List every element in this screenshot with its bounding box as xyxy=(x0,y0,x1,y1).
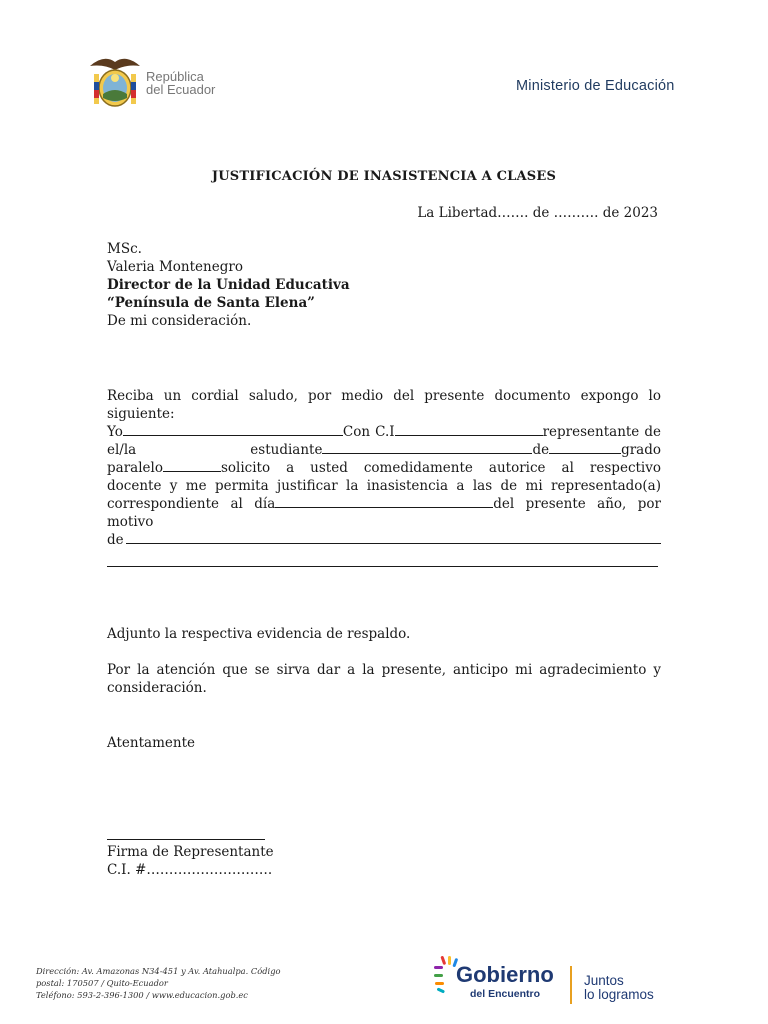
signature-block xyxy=(107,843,661,879)
label-con-ci: Con C.I xyxy=(342,424,395,440)
signature-ci: C.I. #………………………. xyxy=(107,862,273,878)
body-line-paralelo xyxy=(107,459,661,477)
body-line-reason xyxy=(107,531,661,549)
body-line-student xyxy=(107,441,661,459)
logo-text-line1: República xyxy=(146,69,204,84)
footer-address xyxy=(36,965,281,1001)
logo-separator xyxy=(570,966,572,1004)
name-blank[interactable] xyxy=(123,423,343,436)
footer-line-1: Dirección: Av. Amazonas N34-451 y Av. Atahualpa. Código xyxy=(36,966,281,976)
recipient-name: Valeria Montenegro xyxy=(107,259,243,275)
label-solicito: solicito a usted comedidamente autorice al respectivo xyxy=(220,460,661,476)
logo-text xyxy=(146,70,215,96)
recipient-school: “Península de Santa Elena” xyxy=(107,295,315,311)
greeting: De mi consideración. xyxy=(107,313,252,329)
recipient-position: Director de la Unidad Educativa xyxy=(107,277,350,293)
gobierno-encuentro-logo xyxy=(430,952,680,1012)
label-correspondiente: correspondiente al día xyxy=(107,496,276,512)
body-line-yo xyxy=(107,423,661,441)
label-representante: representante de xyxy=(542,424,661,440)
label-grado: grado xyxy=(621,442,661,458)
signature-line[interactable] xyxy=(107,839,265,840)
recipient-title: MSc. xyxy=(107,241,142,257)
reason-blank-2[interactable] xyxy=(107,566,658,567)
day-blank[interactable] xyxy=(275,495,493,508)
signature-label: Firma de Representante xyxy=(107,844,274,860)
logo-text-line2: del Ecuador xyxy=(146,82,216,97)
grade-blank[interactable] xyxy=(549,441,621,454)
body-line-date xyxy=(107,495,661,513)
ministry-name: Ministerio de Educación xyxy=(516,78,675,94)
slogan-line-1: Juntos xyxy=(584,973,624,988)
coat-of-arms-icon xyxy=(86,52,144,114)
recipient-block xyxy=(107,240,661,330)
label-estudiante: estudiante xyxy=(250,442,323,458)
slogan xyxy=(584,974,654,1002)
label-de: de xyxy=(532,442,550,458)
label-motivo: motivo xyxy=(107,514,154,530)
date-line: La Libertad……. de ………. de 2023 xyxy=(417,205,658,221)
closing: Atentamente xyxy=(107,735,195,751)
ci-blank[interactable] xyxy=(395,423,543,436)
label-yo: Yo xyxy=(107,424,123,440)
footer-line-3: Teléfono: 593-2-396-1300 / www.educacion.gob.ec xyxy=(36,990,248,1000)
thanks-line-2: consideración. xyxy=(107,680,207,696)
body-paragraph xyxy=(107,387,661,549)
body-line-4: docente y me permita justificar la inasistencia a las de mi representado(a) xyxy=(107,478,661,494)
document-title: JUSTIFICACIÓN DE INASISTENCIA A CLASES xyxy=(211,169,557,184)
thanks-line-1: Por la atención que se sirva dar a la presente, anticipo mi agradecimiento y xyxy=(107,662,661,678)
label-presente-ano: del presente año, por xyxy=(493,496,661,512)
republica-ecuador-logo xyxy=(86,52,236,114)
footer-line-2: postal: 170507 / Quito-Ecuador xyxy=(36,978,168,988)
label-paralelo: paralelo xyxy=(107,460,163,476)
slogan-line-2: lo logramos xyxy=(584,987,654,1002)
thanks-block xyxy=(107,661,661,697)
gobierno-word: Gobierno xyxy=(456,962,554,987)
label-el-la: el/la xyxy=(107,442,137,458)
intro-line-1: Reciba un cordial saludo, por medio del presente documento expongo lo xyxy=(107,388,661,404)
evidence-text: Adjunto la respectiva evidencia de respaldo. xyxy=(107,626,411,642)
gobierno-sub: del Encuentro xyxy=(470,988,541,1000)
paralelo-blank[interactable] xyxy=(163,459,221,472)
intro-line-2: siguiente: xyxy=(107,406,175,422)
student-blank[interactable] xyxy=(322,441,532,454)
label-de-motivo: de xyxy=(107,532,124,548)
reason-blank[interactable] xyxy=(126,531,661,544)
